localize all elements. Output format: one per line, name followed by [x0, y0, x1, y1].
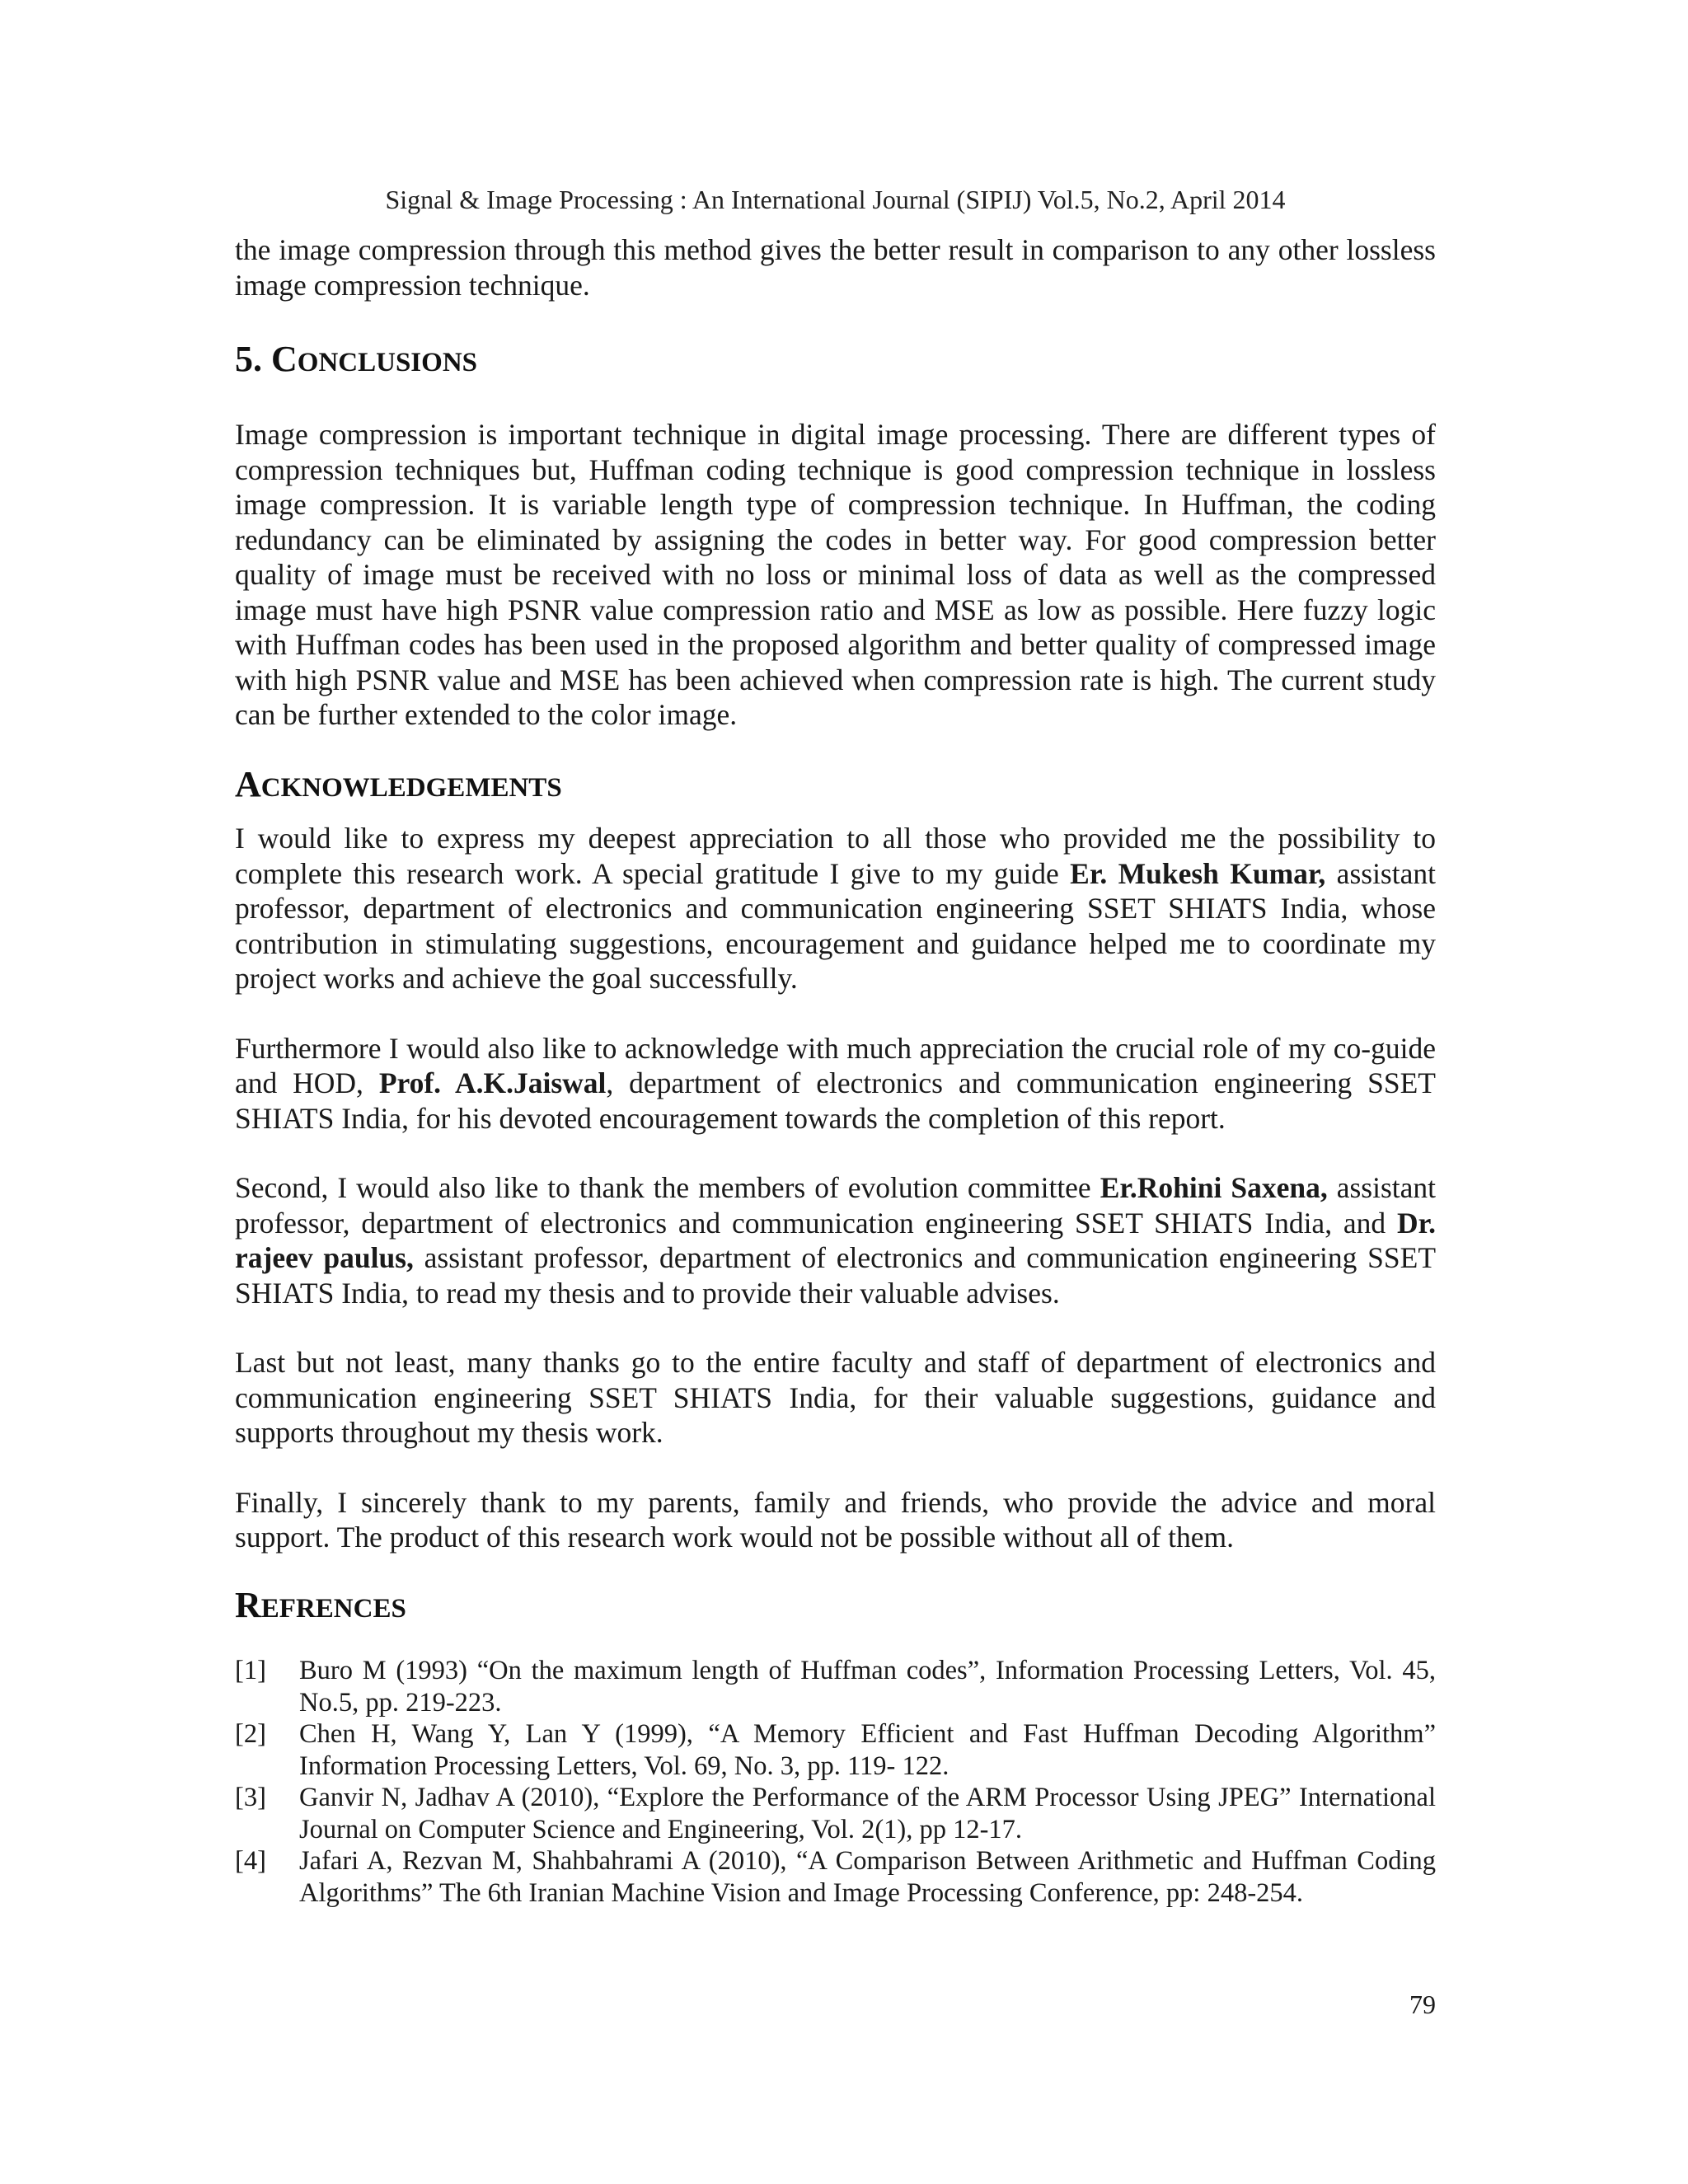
- acknowledgement-paragraph-5: Finally, I sincerely thank to my parents, family and friends, who provide the advice and moral support. The product of this research work would not be possible without all of them.: [235, 1485, 1436, 1554]
- conclusions-heading-number: 5.: [235, 339, 271, 379]
- acknowledgement-paragraph-1: [235, 821, 1436, 996]
- acknowledgement-paragraph-4: Last but not least, many thanks go to the entire faculty and staff of department of electronics and communication engineering SSET SHIATS India, for their valuable suggestions, guidance and supports throughout my thesis work.: [235, 1346, 1436, 1449]
- reference-item: [235, 1782, 1436, 1845]
- references-heading-rest: EFRENCES: [260, 1594, 406, 1624]
- reference-text: Chen H, Wang Y, Lan Y (1999), “A Memory Efficient and Fast Huffman Decoding Algorithm” Information Processing Letters, Vol. 69, No. 3, pp. 119- 122.: [299, 1719, 1436, 1781]
- ack-p3-text-middle: assistant professor, department of electronics and communication engineering SSET SHIATS India, and: [235, 1171, 1436, 1240]
- reference-number: [4]: [235, 1846, 266, 1876]
- ack-p3-text: Second, I would also like to thank the members of evolution committee: [235, 1171, 1100, 1204]
- reference-list: [235, 1655, 1436, 1909]
- intro-continuation: [235, 232, 1436, 302]
- conclusions-heading-first: C: [271, 339, 298, 379]
- references-section: [235, 1586, 1436, 1909]
- intro-paragraph: the image compression through this method gives the better result in comparison to any other lossless image compression technique.: [235, 233, 1436, 302]
- references-heading-first: R: [235, 1585, 261, 1625]
- reference-number: [2]: [235, 1719, 266, 1749]
- ack-p2-text-rest: , department of electronics and communication engineering SSET SHIATS India, for his devoted encouragement towards the completion of this report.: [235, 1066, 1436, 1135]
- reference-number: [3]: [235, 1783, 266, 1812]
- ack-p2-text: Furthermore I would also like to acknowledge with much appreciation the crucial role of my co-guide and HOD,: [235, 1031, 1436, 1099]
- running-header: Signal & Image Processing : An International Journal (SIPIJ) Vol.5, No.2, April 2014: [385, 185, 1286, 214]
- acknowledgements-heading: [235, 765, 1436, 808]
- reference-number: [1]: [235, 1656, 266, 1685]
- committee-member-2: Dr. rajeev paulus,: [235, 1206, 1436, 1274]
- ack-p3-text-rest: assistant professor, department of electronics and communication engineering SSET SHIATS India, to read my thesis and to provide their valuable advises.: [235, 1241, 1436, 1310]
- conclusions-heading: [235, 340, 1436, 382]
- reference-text: Ganvir N, Jadhav A (2010), “Explore the Performance of the ARM Processor Using JPEG” International Journal on Computer Science and Engineering, Vol. 2(1), pp 12-17.: [299, 1783, 1436, 1844]
- conclusions-heading-rest: ONCLUSIONS: [297, 348, 478, 377]
- committee-member-1: Er.Rohini Saxena,: [1100, 1171, 1328, 1204]
- paper-page: [235, 0, 1436, 2184]
- reference-text: Jafari A, Rezvan M, Shahbahrami A (2010), “A Comparison Between Arithmetic and Huffman Coding Algorithms” The 6th Iranian Machine Vision and Image Processing Conference, pp: 248-254.: [299, 1846, 1436, 1908]
- ack-p1-text: I would like to express my deepest appreciation to all those who provided me the possibility to complete this research work. A special gratitude I give to my guide: [235, 822, 1436, 890]
- conclusions-paragraph: Image compression is important technique in digital image processing. There are different types of compression techniques but, Huffman coding technique is good compression technique in lossless image compression. It is variable length type of compression technique. In Huffman, the coding redundancy can be eliminated by assigning the codes in better way. For good compression better quality of image must be received with no loss or minimal loss of data as well as the compressed image must have high PSNR value compression ratio and MSE as low as possible. Here fuzzy logic with Huffman codes has been used in the proposed algorithm and better quality of compressed image with high PSNR value and MSE has been achieved when compression rate is high. The current study can be further extended to the color image.: [235, 418, 1436, 731]
- reference-item: [235, 1845, 1436, 1909]
- reference-text: Buro M (1993) “On the maximum length of Huffman codes”, Information Processing Letters, Vol. 45, No.5, pp. 219-223.: [299, 1656, 1436, 1718]
- acknowledgements-heading-first: A: [235, 764, 261, 804]
- acknowledgements-section: [235, 765, 1436, 1555]
- guide-name: Er. Mukesh Kumar,: [1070, 856, 1326, 890]
- page-number: 79: [1409, 1990, 1436, 2019]
- acknowledgement-paragraph-3: [235, 1170, 1436, 1310]
- coguide-name: Prof. A.K.Jaiswal: [378, 1066, 607, 1099]
- reference-item: [235, 1655, 1436, 1718]
- conclusions-section: [235, 340, 1436, 733]
- references-heading: [235, 1586, 1436, 1629]
- reference-item: [235, 1718, 1436, 1782]
- acknowledgement-paragraph-2: [235, 1031, 1436, 1137]
- acknowledgements-heading-rest: CKNOWLEDGEMENTS: [260, 773, 562, 803]
- ack-p1-text-rest: assistant professor, department of electronics and communication engineering SSET SHIATS India, whose contribution in stimulating suggestions, encouragement and guidance helped me to coordinate my project works and achieve the goal successfully.: [235, 856, 1436, 995]
